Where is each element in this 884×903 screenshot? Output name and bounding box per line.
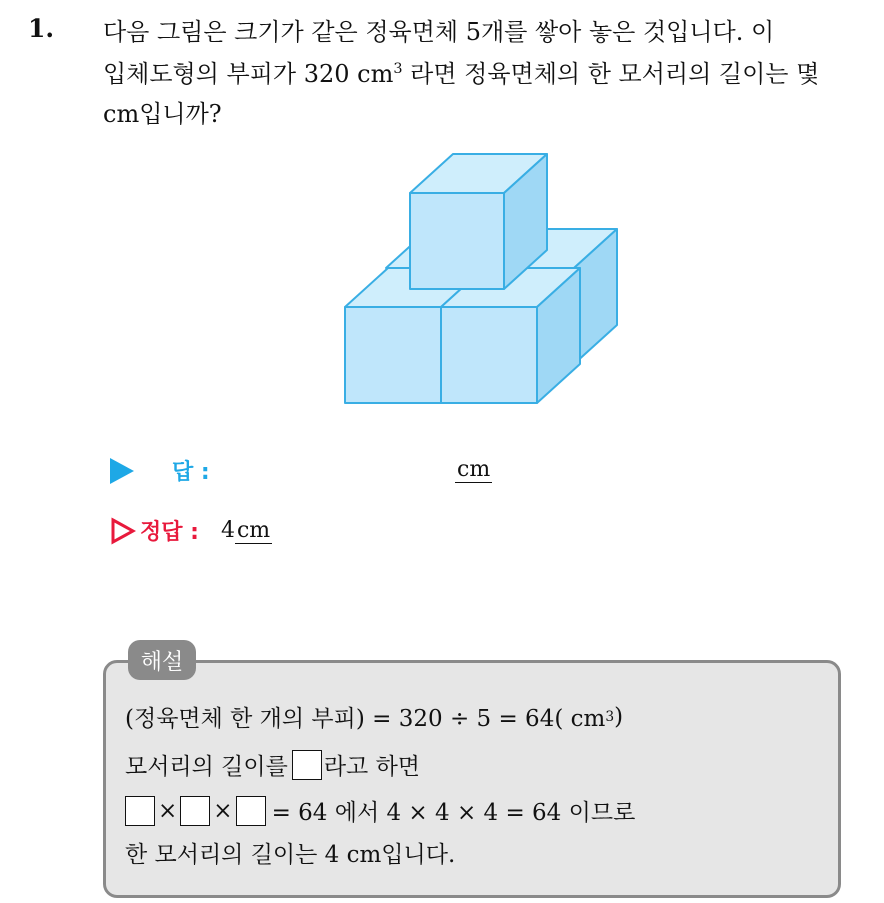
solution-line-1: (정육면체 한 개의 부피) = 320 ÷ 5 = 64( cm 3 ): [125, 703, 624, 732]
solution-line-4: 한 모서리의 길이는 4 cm입니다.: [125, 842, 456, 868]
cube-top-face: [410, 193, 504, 289]
stacked-cubes-illustration: [320, 140, 630, 415]
outline-triangle-icon: [110, 517, 136, 545]
solution-tab: 해설: [128, 640, 196, 680]
question-text-line-3: cm입니까?: [103, 100, 222, 128]
play-triangle-icon: [110, 458, 134, 484]
question-number: 1.: [28, 14, 55, 43]
cube-front-right-face: [441, 307, 537, 403]
cube-front-left-face: [345, 307, 441, 403]
correct-answer-row: [110, 515, 272, 546]
solution-line-3: × × = 64 에서 4 × 4 × 4 = 64 이므로: [125, 794, 635, 827]
blank-box: [236, 796, 266, 826]
blank-box: [125, 796, 155, 826]
solution-line-2: 모서리의 길이를 라고 하면: [125, 748, 420, 781]
blank-box: [180, 796, 210, 826]
answer-row: [110, 455, 210, 486]
question-text-line-2: 입체도형의 부피가 320 $cm^3$ 라면 정육면체의 한 모서리의 길이는 몇: [103, 60, 820, 88]
correct-answer-label: 정답 :: [140, 520, 199, 545]
question-text-line-1: 다음 그림은 크기가 같은 정육면체 5개를 쌓아 놓은 것입니다. 이: [103, 18, 775, 46]
answer-unit: cm: [457, 457, 491, 482]
answer-label: 답 :: [172, 460, 210, 485]
blank-box: [292, 750, 322, 780]
correct-answer-value: 4cm: [220, 518, 271, 543]
